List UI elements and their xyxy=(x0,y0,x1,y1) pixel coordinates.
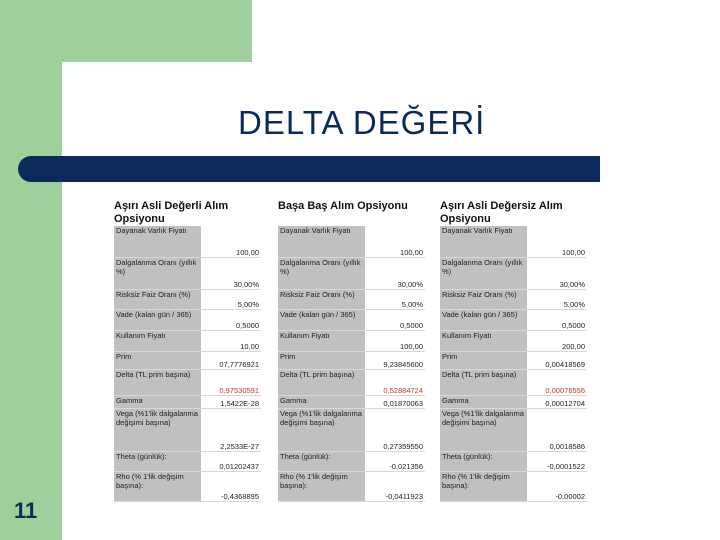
row-label: Delta (TL prim başına) xyxy=(116,370,191,379)
row-label: Dalgalanma Oranı (yıllık %) xyxy=(116,258,197,276)
row-value: -0,0001522 xyxy=(527,452,587,471)
row-label: Theta (günlük): xyxy=(280,452,331,461)
table-row xyxy=(114,290,261,310)
table-row xyxy=(440,226,587,258)
row-label: Kullanım Fiyatı xyxy=(280,331,330,340)
table-row xyxy=(440,452,587,472)
table-row xyxy=(440,472,587,502)
decor-green-side xyxy=(0,0,62,540)
panel-itm-call xyxy=(114,200,261,502)
row-value: 07,7776921 xyxy=(201,352,261,369)
table-row xyxy=(114,370,261,396)
row-value: 5,00% xyxy=(201,290,261,309)
table-row xyxy=(440,290,587,310)
table-row xyxy=(114,352,261,370)
greeks-table xyxy=(278,226,425,502)
row-value: 0,00418569 xyxy=(527,352,587,369)
row-label: Gamma xyxy=(442,396,469,405)
page-number: 11 xyxy=(14,498,38,523)
panel-heading: Başa Baş Alım Opsiyonu xyxy=(278,200,408,212)
row-label: Prim xyxy=(442,352,458,361)
greeks-table xyxy=(114,226,261,502)
row-value: 0,0018586 xyxy=(527,409,587,451)
delta-value: 0,00076556 xyxy=(527,370,587,395)
delta-value: 0,52884724 xyxy=(365,370,425,395)
row-label: Risksiz Faiz Oranı (%) xyxy=(116,290,191,299)
table-row xyxy=(440,331,587,352)
row-label: Kullanım Fiyatı xyxy=(442,331,492,340)
row-label: Theta (günlük): xyxy=(442,452,493,461)
table-row xyxy=(440,409,587,452)
row-label: Prim xyxy=(116,352,132,361)
table-row xyxy=(278,290,425,310)
row-label: Risksiz Faiz Oranı (%) xyxy=(280,290,355,299)
table-row xyxy=(278,310,425,331)
row-label: Vade (kalan gün / 365) xyxy=(116,310,192,319)
title-underline-bar xyxy=(18,156,600,182)
row-label: Dayanak Varlık Fiyatı xyxy=(442,226,513,235)
row-label: Rho (% 1'lik değişim başına): xyxy=(442,472,510,490)
row-value: -0,00002 xyxy=(527,472,587,501)
table-row xyxy=(114,310,261,331)
row-label: Dalgalanma Oranı (yıllık %) xyxy=(280,258,361,276)
row-value: 30,00% xyxy=(365,258,425,289)
table-row xyxy=(278,472,425,502)
row-label: Prim xyxy=(280,352,296,361)
row-value: -0,021356 xyxy=(365,452,425,471)
table-row xyxy=(440,258,587,290)
row-label: Vade (kalan gün / 365) xyxy=(442,310,518,319)
row-value: 100,00 xyxy=(365,226,425,257)
row-label: Dayanak Varlık Fiyatı xyxy=(116,226,187,235)
row-value: 30,00% xyxy=(527,258,587,289)
row-label: Vade (kalan gün / 365) xyxy=(280,310,356,319)
panel-atm-call xyxy=(278,200,425,502)
table-row xyxy=(278,226,425,258)
row-value: 200,00 xyxy=(527,331,587,351)
row-label: Vega (%1'lik dalgalanma değişimi başına) xyxy=(280,409,362,427)
row-value: 0,01870063 xyxy=(365,396,425,408)
row-value: -0,4368895 xyxy=(201,472,261,501)
row-value: 30,00% xyxy=(201,258,261,289)
row-label: Risksiz Faiz Oranı (%) xyxy=(442,290,517,299)
panel-heading: Aşırı Asli Değerli Alım Opsiyonu xyxy=(114,200,229,225)
row-label: Vega (%1'lik dalgalanma değişimi başına) xyxy=(116,409,198,427)
table-row xyxy=(114,226,261,258)
row-value: 0,00012704 xyxy=(527,396,587,408)
greeks-table xyxy=(440,226,587,502)
row-value: 5,00% xyxy=(365,290,425,309)
table-row xyxy=(114,409,261,452)
row-label: Vega (%1'lik dalgalanma değişimi başına) xyxy=(442,409,524,427)
row-label: Dalgalanma Oranı (yıllık %) xyxy=(442,258,523,276)
row-value: 100,00 xyxy=(201,226,261,257)
row-value: 0,5000 xyxy=(201,310,261,330)
row-value: 5,00% xyxy=(527,290,587,309)
table-row xyxy=(114,452,261,472)
row-label: Gamma xyxy=(280,396,307,405)
table-row xyxy=(440,310,587,331)
table-row xyxy=(278,409,425,452)
row-value: -0,0411923 xyxy=(365,472,425,501)
panel-otm-call xyxy=(440,200,587,502)
row-label: Dayanak Varlık Fiyatı xyxy=(280,226,351,235)
table-row xyxy=(114,472,261,502)
table-row xyxy=(440,396,587,409)
row-value: 9,23845600 xyxy=(365,352,425,369)
row-value: 100,00 xyxy=(365,331,425,351)
table-row xyxy=(440,352,587,370)
table-row xyxy=(114,258,261,290)
row-value: 1,5422E-28 xyxy=(201,396,261,408)
row-label: Kullanım Fiyatı xyxy=(116,331,166,340)
table-row xyxy=(114,396,261,409)
row-label: Theta (günlük): xyxy=(116,452,167,461)
row-value: 10,00 xyxy=(201,331,261,351)
table-row xyxy=(278,258,425,290)
table-row xyxy=(440,370,587,396)
row-label: Gamma xyxy=(116,396,143,405)
table-row xyxy=(278,452,425,472)
row-value: 0,27359550 xyxy=(365,409,425,451)
slide-title: DELTA DEĞERİ xyxy=(238,104,486,141)
table-row xyxy=(278,396,425,409)
table-row xyxy=(278,331,425,352)
panel-heading: Aşırı Asli Değersiz Alım Opsiyonu xyxy=(440,200,563,225)
row-label: Delta (TL prim başına) xyxy=(280,370,355,379)
table-row xyxy=(278,370,425,396)
table-row xyxy=(278,352,425,370)
row-value: 0,5000 xyxy=(527,310,587,330)
row-label: Rho (% 1'lik değişim başına): xyxy=(280,472,348,490)
delta-value: 0,97530591 xyxy=(201,370,261,395)
row-value: 100,00 xyxy=(527,226,587,257)
table-row xyxy=(114,331,261,352)
row-label: Rho (% 1'lik değişim başına): xyxy=(116,472,184,490)
row-value: 2,2533E-27 xyxy=(201,409,261,451)
row-value: 0,01202437 xyxy=(201,452,261,471)
row-label: Delta (TL prim başına) xyxy=(442,370,517,379)
row-value: 0,5000 xyxy=(365,310,425,330)
